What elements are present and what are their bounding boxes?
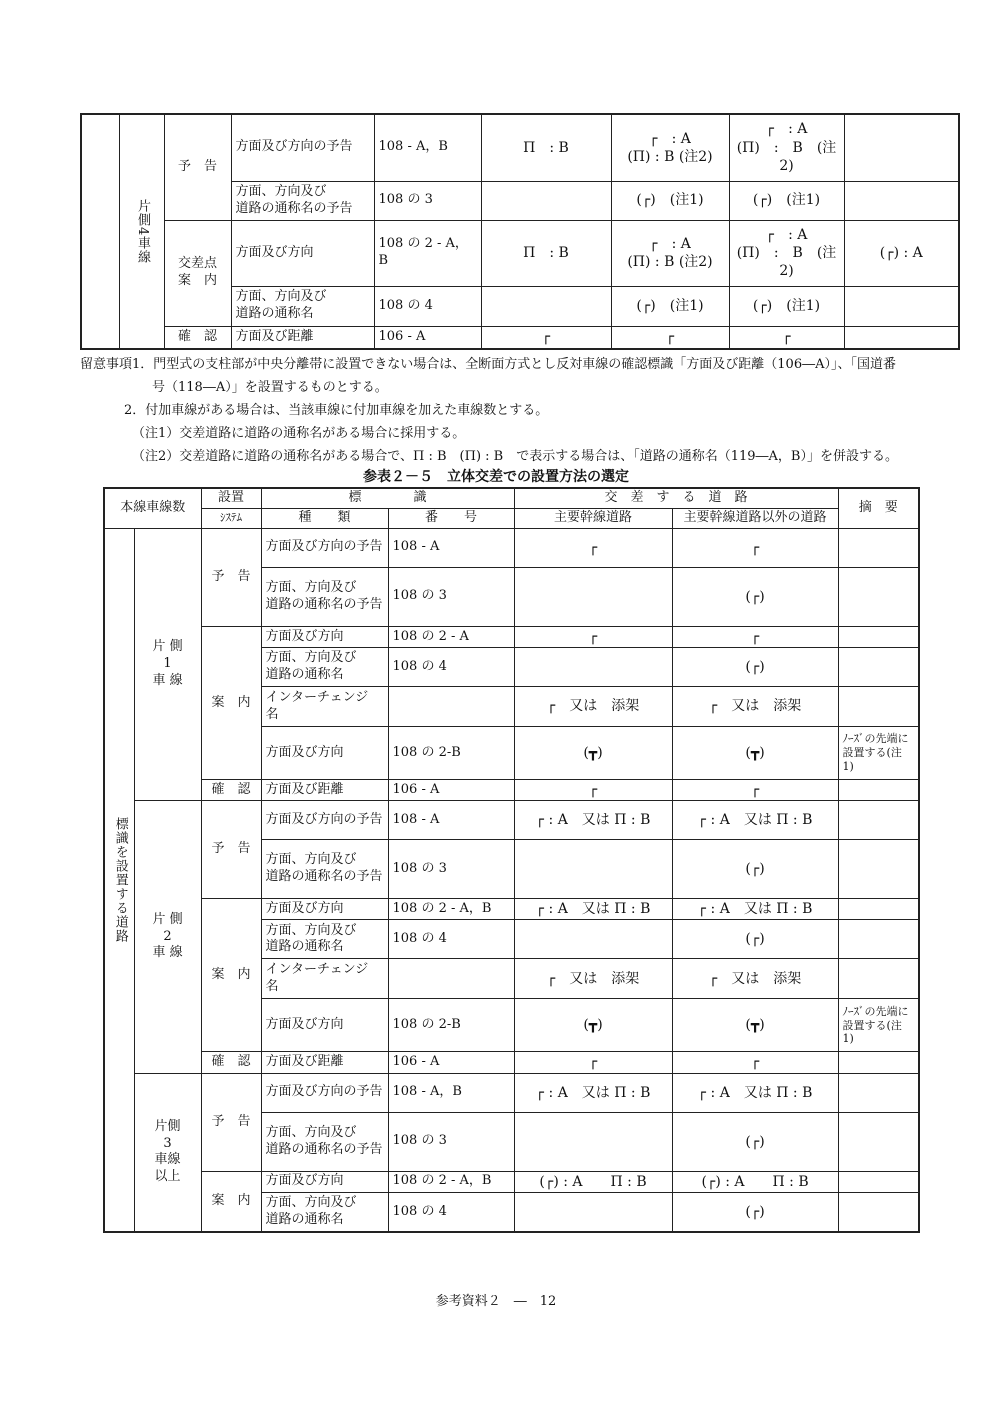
num-cell: 108 の 2-B [388,727,514,780]
main-road-sign: ┌ [514,780,672,801]
num-cell [388,687,514,727]
section-label: 確 認 [201,1052,261,1073]
lanes-label: 片 側 2 車 線 [134,801,201,1073]
num-cell: 108 の 2 - A [388,626,514,647]
num-cell: 108 の 3 [374,181,481,220]
notes-block [80,353,960,468]
sign-cell [844,114,959,181]
num-cell: 108 - A [388,528,514,567]
kind-cell: 方面及び距離 [261,780,388,801]
kind-cell: 方面、方向及び 道路の通称名 [261,648,388,687]
num-cell: 108 - A [388,801,514,840]
table-row [104,801,919,840]
other-road-sign: ┌ 又は 添架 [672,959,838,999]
main-road-sign [514,1112,672,1171]
kind-cell: 方面、方向及び 道路の通称名 [261,1192,388,1232]
main-road-sign: ┌ : A 又は Π : B [514,801,672,840]
table-row [104,780,919,801]
side-label: 標識を設置する道路 [104,528,134,1232]
kind-cell: 方面及び方向の予告 [261,1073,388,1112]
sign-cell: ┌ [729,326,844,349]
table-row [104,528,919,567]
table-row [104,899,919,920]
lanes-label: 片 側 1 車 線 [134,528,201,800]
sign-cell: (┌) (注1) [729,181,844,220]
sign-cell: (┌) : A [844,220,959,286]
sign-cell: ┌ [611,326,729,349]
other-road-sign: ┌ 又は 添架 [672,687,838,727]
main-road-sign: ┌ 又は 添架 [514,959,672,999]
other-road-sign: (┳) [672,727,838,780]
sign-cell: Π : B [481,114,611,181]
sign-cell: ┌ : A (Π) : B (注 2) [729,114,844,181]
table-title: 参表２－５ 立体交差での設置方法の選定 [363,469,629,485]
note-line: 2．付加車線がある場合は、当該車線に付加車線を加えた車線数とする。 [124,403,549,418]
kind-cell: 方面、方向及び 道路の通称名の予告 [261,567,388,626]
section-label: 確 認 [201,780,261,801]
kind-cell: 方面及び方向 [261,1171,388,1192]
sign-cell: ┌ : A (Π) : B (注 2) [729,220,844,286]
kind-cell: 方面及び距離 [231,326,374,349]
sign-cell [844,326,959,349]
header-main-road: 主要幹線道路 [514,508,672,528]
other-road-sign: ┌ [672,780,838,801]
kind-cell: 方面及び方向 [261,626,388,647]
sign-cell: Π : B [481,220,611,286]
kind-cell: インターチェンジ 名 [261,959,388,999]
main-road-sign: (┳) [514,999,672,1052]
kind-cell: 方面、方向及び 道路の通称名 [261,920,388,959]
other-road-sign: ┌ : A 又は Π : B [672,1073,838,1112]
other-road-sign: ┌ : A 又は Π : B [672,801,838,840]
num-cell: 106 - A [374,326,481,349]
main-road-sign: ┌ [514,1052,672,1073]
other-road-sign: ┌ [672,528,838,567]
main-road-sign: (┌) : A Π : B [514,1171,672,1192]
num-cell: 106 - A [388,1052,514,1073]
sign-cell: (┌) (注1) [729,286,844,326]
sign-cell: (┌) (注1) [611,181,729,220]
sign-cell: ┌ : A (Π) : B (注2) [611,220,729,286]
main-road-sign: ┌ : A 又は Π : B [514,899,672,920]
main-road-sign [514,840,672,899]
other-road-sign: (┌) [672,1112,838,1171]
remarks-cell: ﾉｰｽﾞの先端に 設置する(注 1) [838,727,919,780]
sign-cell: ┌ [481,326,611,349]
section-label: 案 内 [201,899,261,1052]
num-cell: 108 - A，B [374,114,481,181]
kind-cell: 方面、方向及び 道路の通称名 [231,286,374,326]
remarks-cell [838,1171,919,1192]
remarks-cell [838,687,919,727]
lanes-label: 片側4車線 [119,114,164,349]
header-other-road: 主要幹線道路以外の道路 [672,508,838,528]
lanes-label: 片側 3 車線 以上 [134,1073,201,1232]
note-line: （注1）交差道路に道路の通称名がある場合に採用する。 [132,426,466,441]
page-footer: 参考資料２ ― 12 [435,1294,557,1309]
table-row [104,1171,919,1192]
main-road-sign [514,567,672,626]
header-tekiyo: 摘 要 [838,488,919,528]
blank-left-cell [81,114,119,349]
main-road-sign [514,1192,672,1232]
num-cell: 108 の 2 - A，B [388,899,514,920]
kind-cell: 方面及び方向 [261,899,388,920]
kind-cell: 方面及び方向 [261,727,388,780]
remarks-cell [838,1192,919,1232]
remarks-cell [838,1112,919,1171]
kind-cell: 方面及び方向の予告 [231,114,374,181]
num-cell: 108 の 2 - A，B [388,1171,514,1192]
main-road-sign: ┌ : A 又は Π : B [514,1073,672,1112]
num-cell: 108 の 4 [374,286,481,326]
header-honsen: 本線車線数 [104,488,201,528]
num-cell: 108 - A，B [388,1073,514,1112]
section-label-kakunin: 確 認 [164,326,231,349]
num-cell: 108 の 3 [388,1112,514,1171]
remarks-cell [838,840,919,899]
kind-cell: 方面及び方向の予告 [261,528,388,567]
section-label-yokoku: 予 告 [164,114,231,220]
remarks-cell [838,959,919,999]
kind-cell: 方面及び距離 [261,1052,388,1073]
remarks-cell [838,780,919,801]
note-line: 号（118―A）」を設置するものとする。 [152,380,388,395]
num-cell: 108 の 2 - A， B [374,220,481,286]
sign-cell [481,181,611,220]
kind-cell: インターチェンジ 名 [261,687,388,727]
other-road-sign: ┌ [672,626,838,647]
other-road-sign: (┌) [672,567,838,626]
remarks-cell [838,1052,919,1073]
header-system: ｼｽﾃﾑ [201,508,261,528]
sign-cell: ┌ : A (Π) : B (注2) [611,114,729,181]
remarks-cell [838,648,919,687]
main-road-sign: ┌ [514,528,672,567]
table-row [104,1073,919,1112]
kind-cell: 方面及び方向 [261,999,388,1052]
table-grade-separated [103,487,920,1233]
header-shurui: 種 類 [261,508,388,528]
sign-cell [481,286,611,326]
other-road-sign: (┌) : A Π : B [672,1171,838,1192]
kind-cell: 方面、方向及び 道路の通称名の予告 [261,840,388,899]
section-label: 案 内 [201,1171,261,1232]
main-road-sign: (┳) [514,727,672,780]
remarks-cell [838,801,919,840]
main-road-sign: ┌ 又は 添架 [514,687,672,727]
num-cell: 108 の 4 [388,648,514,687]
other-road-sign: (┌) [672,648,838,687]
header-bango: 番 号 [388,508,514,528]
num-cell: 108 の 3 [388,567,514,626]
other-road-sign: (┳) [672,999,838,1052]
num-cell: 106 - A [388,780,514,801]
num-cell: 108 の 4 [388,1192,514,1232]
other-road-sign: (┌) [672,920,838,959]
other-road-sign: (┌) [672,1192,838,1232]
main-road-sign: ┌ [514,626,672,647]
kind-cell: 方面、方向及び 道路の通称名の予告 [261,1112,388,1171]
remarks-cell [838,920,919,959]
kind-cell: 方面、方向及び 道路の通称名の予告 [231,181,374,220]
other-road-sign: ┌ [672,1052,838,1073]
section-label: 予 告 [201,1073,261,1171]
header-kousa: 交 差 す る 道 路 [514,488,838,508]
note-line: 留意事項1．門型式の支柱部が中央分離帯に設置できない場合は、全断面方式とし反対車線の確認標識「方面及び距離（106―A）」、「国道番 [80,357,896,372]
table-row [104,626,919,647]
remarks-cell [838,1073,919,1112]
num-cell [388,959,514,999]
num-cell: 108 の 3 [388,840,514,899]
kind-cell: 方面及び方向 [231,220,374,286]
section-label: 予 告 [201,528,261,626]
header-setchi: 設置 [201,488,261,508]
other-road-sign: (┌) [672,840,838,899]
sign-cell: (┌) (注1) [611,286,729,326]
note-line: （注2）交差道路に道路の通称名がある場合で、Π : B (Π) : B で表示する場合は、「道路の通称名（119―A，B）」を併設する。 [132,449,898,464]
sign-cell [844,286,959,326]
num-cell: 108 の 4 [388,920,514,959]
kind-cell: 方面及び方向の予告 [261,801,388,840]
section-label: 案 内 [201,626,261,779]
table-row [104,1052,919,1073]
section-label-kosaten: 交差点 案 内 [164,220,231,326]
section-label: 予 告 [201,801,261,899]
num-cell: 108 の 2-B [388,999,514,1052]
remarks-cell: ﾉｰｽﾞの先端に 設置する(注 1) [838,999,919,1052]
sign-cell [844,181,959,220]
remarks-cell [838,528,919,567]
other-road-sign: ┌ : A 又は Π : B [672,899,838,920]
remarks-cell [838,626,919,647]
remarks-cell [838,567,919,626]
main-road-sign [514,920,672,959]
remarks-cell [838,899,919,920]
table-4-lane [80,113,960,350]
main-road-sign [514,648,672,687]
header-hyoshiki: 標 識 [261,488,514,508]
